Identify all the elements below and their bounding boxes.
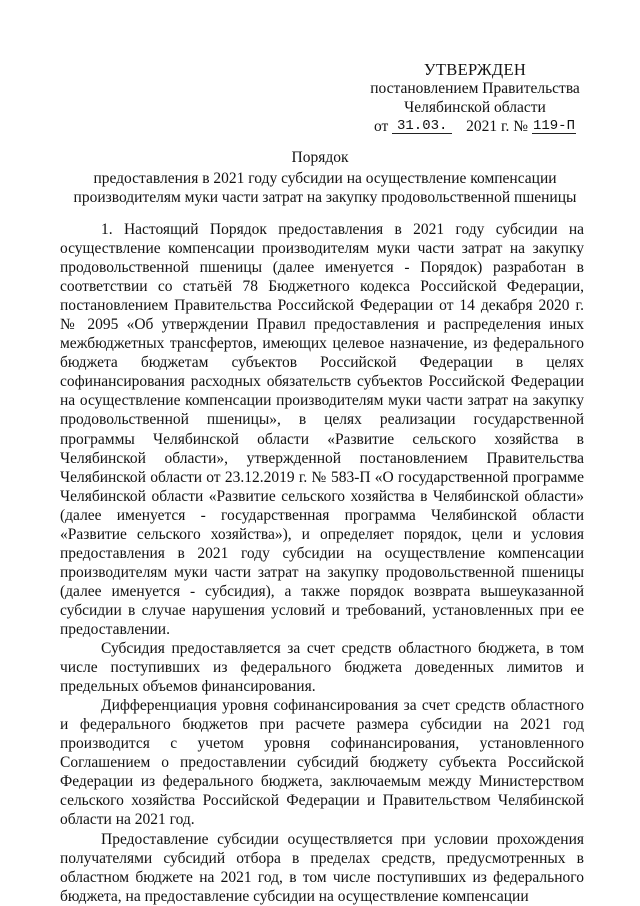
paragraph-1: 1. Настоящий Порядок предоставления в 2021 году субсидии на осуществление компенсации производителям муки части затрат на закупку продовольственной пшеницы (далее именуется - Порядок) разработан в соответствии со статьёй 78 Бюджетного кодекса Российской Федерации, постановлением Правительства Российской Федерации от 14 декабря 2020 г. № 2095 «Об утверждении Правил предоставления и распределения иных межбюджетных трансфертов, имеющих целевое назначение, из федерального бюджета бюджетам субъектов Российской Федерации в целях софинансирования расходных обязательств субъектов Российской Федерации на осуществление компенсации производителям муки части затрат на закупку продовольственной пшеницы», в целях реализации государственной программы Челябинской области «Развитие сельского хозяйства в Челябинской области», утвержденной постановлением Правительства Челябинской области от 23.12.2019 г. № 583-П «О государственной программе Челябинской области «Развитие сельского хозяйства в Челябинской области» (далее именуется - государственная программа Челябинской области «Развитие сельского хозяйства»), и определяет порядок, цели и условия предоставления в 2021 году субсидии на осуществление компенсации производителям муки части затрат на закупку продовольственной пшеницы (далее именуется - субсидия), а также порядок возврата вышеуказанной субсидии в случае нарушения условий и требований, установленных при ее предоставлении.	[60, 221, 584, 638]
paragraph-3: Дифференциация уровня софинансирования за счет средств областного и федерального бюджетов при расчете размера субсидии на 2021 год производится с учетом уровня софинансирования, установленного Соглашением о предоставлении субсидий бюджету субъекта Российской Федерации из федерального бюджета, заключаемым между Министерством сельского хозяйства Российской Федерации и Правительством Челябинской области на 2021 год.	[60, 697, 584, 829]
approval-title: УТВЕРЖДЕН	[423, 60, 527, 79]
approval-line-1: постановлением Правительства	[370, 80, 580, 97]
handwritten-date: 31.03.	[392, 119, 452, 134]
approval-date-prefix: от	[374, 118, 389, 135]
approval-block	[360, 60, 590, 136]
approval-line-2: Челябинской области	[404, 99, 546, 116]
paragraph-4: Предоставление субсидии осуществляется при условии прохождения получателями субсидий отбора в пределах средств, предусмотренных в областном бюджете на 2021 год, в том числе поступивших из федерального бюджета, на предоставление субсидии на осуществление компенсации	[60, 830, 584, 905]
document-subtitle: предоставления в 2021 году субсидии на осуществление компенсации производителям муки части затрат на закупку продовольственной пшеницы	[73, 170, 577, 206]
document-body	[60, 220, 584, 906]
approval-date-line	[360, 117, 590, 136]
approval-year-text: 2021 г. №	[466, 118, 529, 135]
handwritten-number: 119-П	[532, 118, 575, 134]
document-title: Порядок	[291, 149, 349, 166]
paragraph-2: Субсидия предоставляется за счет средств областного бюджета, в том числе поступивших из федерального бюджета доведенных лимитов и предельных объемов финансирования.	[60, 640, 584, 696]
